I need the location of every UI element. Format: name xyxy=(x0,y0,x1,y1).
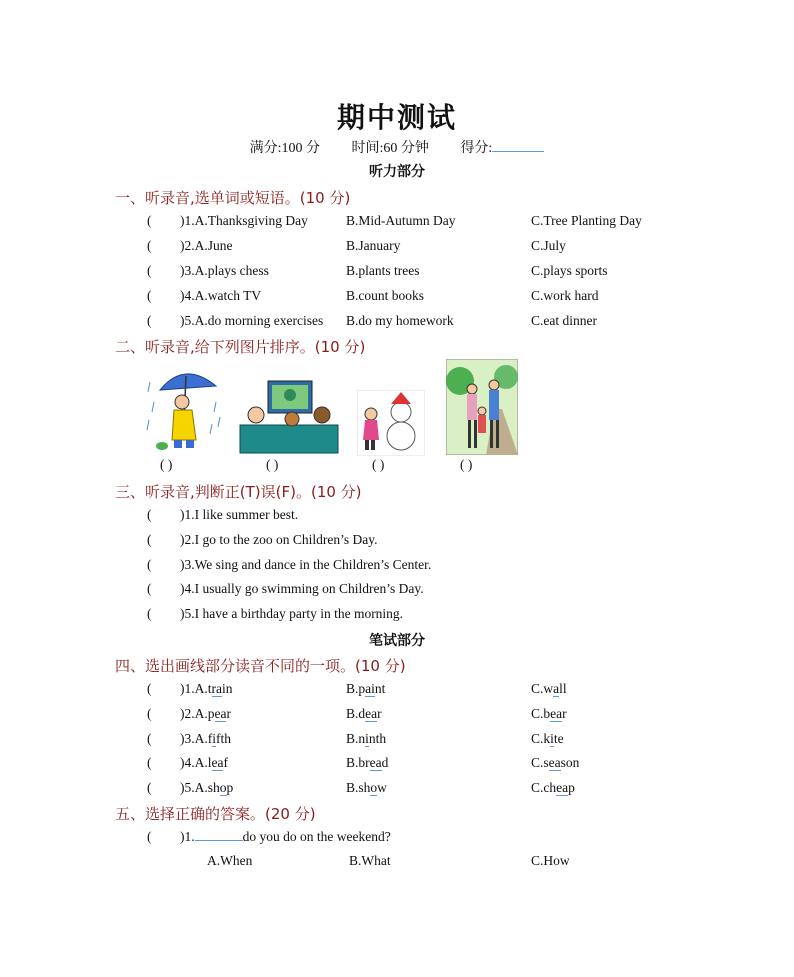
section-5-title: 五、选择正确的答案。(20 分) xyxy=(115,805,316,823)
answer-paren[interactable]: ( xyxy=(147,213,152,228)
answer-paren[interactable]: ( xyxy=(147,507,152,522)
question-text: )2.A.June xyxy=(180,238,233,253)
option-b: B.ninth xyxy=(346,731,387,746)
underlined-letters: ea xyxy=(369,755,382,770)
option-c: C.How xyxy=(531,853,570,868)
option-a: )3.A.fifth xyxy=(180,731,232,746)
question-text: )3.A.plays chess xyxy=(180,263,269,278)
question-text: )1.I like summer best. xyxy=(180,507,299,522)
answer-paren[interactable]: ( xyxy=(147,532,152,547)
underlined-letters: ea xyxy=(214,706,227,721)
question-text: )1.A.Thanksgiving Day xyxy=(180,213,308,228)
page-title: 期中测试 xyxy=(336,103,457,134)
answer-paren[interactable]: ( xyxy=(147,706,152,721)
question-text: )2.I go to the zoo on Children’s Day. xyxy=(180,532,378,547)
answer-paren[interactable]: ( xyxy=(147,780,152,795)
option-a: )4.A.leaf xyxy=(180,755,228,770)
option-c: C.bear xyxy=(531,706,567,721)
underlined-letters: ea xyxy=(556,780,569,795)
option-a: )1.A.train xyxy=(180,681,233,696)
option-b: B.do my homework xyxy=(346,313,454,328)
answer-paren[interactable]: ( xyxy=(147,288,152,303)
question-text: )1. do you do on the weekend? xyxy=(180,829,391,844)
underlined-letters: ea xyxy=(211,755,224,770)
underlined-letters: i xyxy=(212,731,217,746)
option-c: C.season xyxy=(531,755,580,770)
answer-paren[interactable]: ( xyxy=(147,313,152,328)
question-text: )4.I usually go swimming on Children’s Day. xyxy=(180,581,424,596)
option-c: C.work hard xyxy=(531,288,599,303)
answer-paren[interactable]: ( xyxy=(147,606,152,621)
time-limit: 时间:60 分钟 xyxy=(351,141,429,156)
full-score: 满分:100 分 xyxy=(249,141,321,156)
option-b: B.bread xyxy=(346,755,389,770)
question-text: )5.I have a birthday party in the morning. xyxy=(180,606,404,621)
underlined-letters: ea xyxy=(550,706,563,721)
option-a: )5.A.shop xyxy=(180,780,234,795)
option-b: B.plants trees xyxy=(346,263,420,278)
exam-info xyxy=(0,137,794,157)
underlined-letters: ea xyxy=(548,755,561,770)
picture-3-answer[interactable]: ( ) xyxy=(372,457,385,472)
option-c: C.plays sports xyxy=(531,263,608,278)
writing-header: 笔试部分 xyxy=(369,634,425,649)
option-c: C.July xyxy=(531,238,566,253)
underlined-letters: ra xyxy=(211,681,222,696)
option-a: )2.A.pear xyxy=(180,706,231,721)
option-c: C.wall xyxy=(531,681,567,696)
section-3-title: 三、听录音,判断正(T)误(F)。(10 分) xyxy=(115,483,362,501)
option-c: C.eat dinner xyxy=(531,313,597,328)
option-a: A.When xyxy=(207,853,253,868)
option-b: B.January xyxy=(346,238,401,253)
snowman-image xyxy=(357,390,425,456)
section-2-title: 二、听录音,给下列图片排序。(10 分) xyxy=(115,338,366,356)
watch-tv-image xyxy=(238,379,340,455)
option-b: B.count books xyxy=(346,288,425,303)
option-b: B.show xyxy=(346,780,387,795)
answer-paren[interactable]: ( xyxy=(147,557,152,572)
question-text: )4.A.watch TV xyxy=(180,288,262,303)
score-field: 得分: xyxy=(460,141,544,156)
score-blank[interactable] xyxy=(492,139,544,152)
underlined-letters: o xyxy=(370,780,378,795)
underlined-letters: ai xyxy=(365,681,375,696)
option-b: B.paint xyxy=(346,681,386,696)
option-c: C.Tree Planting Day xyxy=(531,213,642,228)
underlined-letters: a xyxy=(553,681,560,696)
section-4-title: 四、选出画线部分读音不同的一项。(10 分) xyxy=(115,657,406,675)
picture-4-answer[interactable]: ( ) xyxy=(460,457,473,472)
answer-paren[interactable]: ( xyxy=(147,829,152,844)
underlined-letters: ea xyxy=(365,706,378,721)
family-park-image xyxy=(446,359,518,455)
picture-1-answer[interactable]: ( ) xyxy=(160,457,173,472)
question-text: )3.We sing and dance in the Children’s Center. xyxy=(180,557,432,572)
answer-paren[interactable]: ( xyxy=(147,731,152,746)
answer-paren[interactable]: ( xyxy=(147,681,152,696)
answer-paren[interactable]: ( xyxy=(147,263,152,278)
question-text: )5.A.do morning exercises xyxy=(180,313,324,328)
option-b: B.dear xyxy=(346,706,382,721)
answer-paren[interactable]: ( xyxy=(147,581,152,596)
answer-paren[interactable]: ( xyxy=(147,755,152,770)
underlined-letters: o xyxy=(219,780,227,795)
underlined-letters: i xyxy=(365,731,369,746)
answer-paren[interactable]: ( xyxy=(147,238,152,253)
listening-header: 听力部分 xyxy=(369,165,425,180)
option-b: B.What xyxy=(349,853,391,868)
fill-blank[interactable] xyxy=(195,829,243,841)
option-b: B.Mid-Autumn Day xyxy=(346,213,456,228)
option-c: C.cheap xyxy=(531,780,575,795)
rain-boy-image xyxy=(146,362,224,454)
section-1-title: 一、听录音,选单词或短语。(10 分) xyxy=(115,189,351,207)
underlined-letters: i xyxy=(550,731,554,746)
option-c: C.kite xyxy=(531,731,564,746)
picture-2-answer[interactable]: ( ) xyxy=(266,457,279,472)
